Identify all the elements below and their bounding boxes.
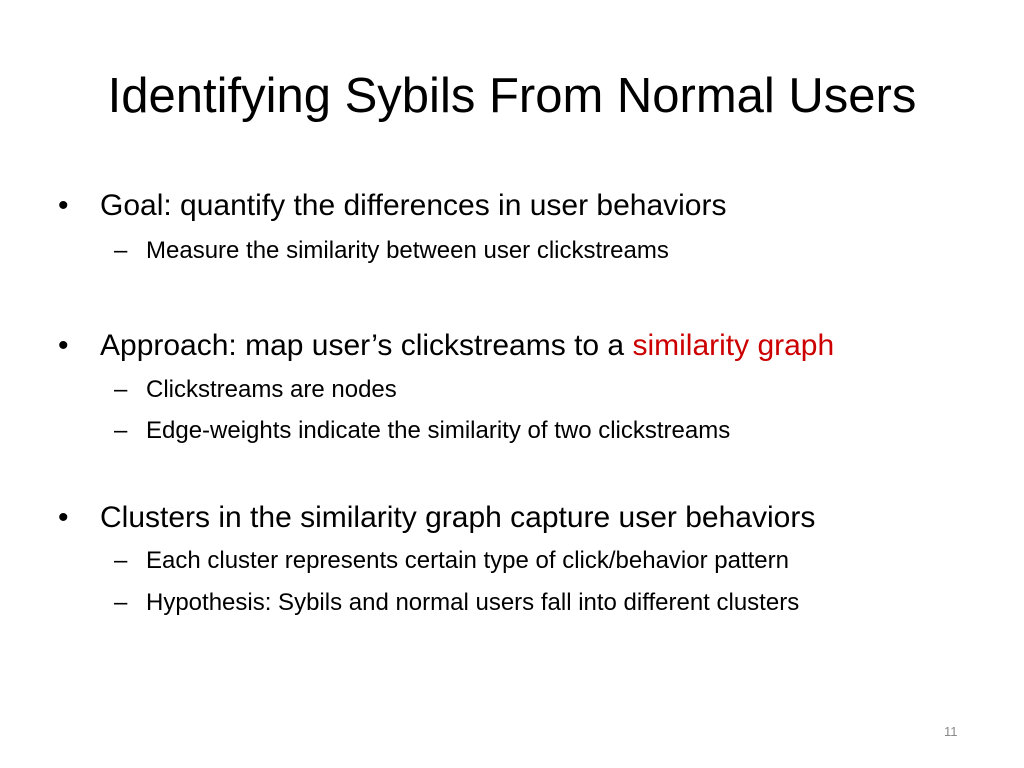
bullet-item-clusters xyxy=(58,500,815,536)
sub-bullet-item xyxy=(114,417,730,445)
bullet-text: Goal: quantify the differences in user behaviors xyxy=(100,189,727,222)
sub-bullet-text: Each cluster represents certain type of click/behavior pattern xyxy=(146,547,789,574)
bullet-item-goal xyxy=(58,188,726,224)
sub-bullet-text: Measure the similarity between user clickstreams xyxy=(146,237,669,264)
sub-bullet-text: Edge-weights indicate the similarity of two clickstreams xyxy=(146,417,731,444)
sub-bullet-item xyxy=(114,376,397,404)
sub-bullet-marker: – xyxy=(114,589,128,616)
sub-bullet-item xyxy=(114,589,799,617)
sub-bullet-item xyxy=(114,237,669,265)
sub-bullet-text: Clickstreams are nodes xyxy=(146,376,397,403)
bullet-marker: • xyxy=(58,329,69,362)
sub-bullet-marker: – xyxy=(114,237,128,264)
bullet-item-approach xyxy=(58,328,834,364)
highlighted-term: similarity graph xyxy=(632,329,835,362)
sub-bullet-marker: – xyxy=(114,547,128,574)
sub-bullet-item xyxy=(114,547,789,575)
bullet-marker: • xyxy=(58,189,69,222)
sub-bullet-marker: – xyxy=(114,376,128,403)
sub-bullet-marker: – xyxy=(114,417,128,444)
slide-title: Identifying Sybils From Normal Users xyxy=(107,69,917,123)
bullet-marker: • xyxy=(58,501,69,534)
bullet-text: Approach: map user’s clickstreams to a xyxy=(100,329,633,362)
page-number: 11 xyxy=(944,724,958,739)
bullet-text: Clusters in the similarity graph capture user behaviors xyxy=(100,501,816,534)
sub-bullet-text: Hypothesis: Sybils and normal users fall into different clusters xyxy=(146,589,800,616)
